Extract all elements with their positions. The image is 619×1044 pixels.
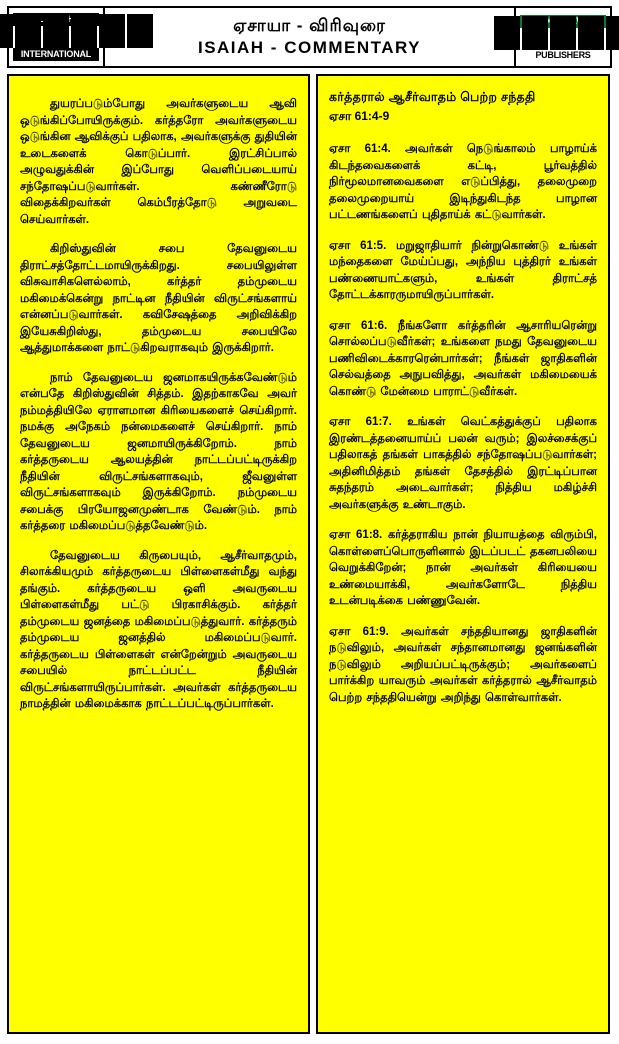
commentary-paragraph: நாம் தேவனுடைய ஜனமாகயிருக்கவேண்டும் என்பதே கிறிஸ்துவின் சித்தம். இதற்காகவே அவர் நம்மத்தியிலே ஏராளமான கிரியைகளைச் செய்கிறார். நமக்கு அநேகம் நன்மைகளைச் செய்கிறார். நாம் தேவனுடைய ஜனமாயிருக்கிறோம். நாம் கர்த்தருடைய ஆலயத்தின் நாட்டப்பட்டிருக்கிற நீதியின் விருட்சங்களாகவும், ஜீவனுள்ள விருட்சங்களாகவும் இருக்கிறோம். நம்முடைய சபைக்கு பிரயோஜனமுண்டாக வேண்டும். நாம் கர்த்தரை மகிமைப்படுத்தவேண்டும். [20, 371, 297, 532]
bellwether-logo-line2: INTERNATIONAL [13, 48, 99, 61]
title-tamil: ஏசாயா - விரிவுரை [233, 16, 386, 35]
good-news-logo-line2: PUBLISHERS [535, 49, 591, 60]
good-news-publishers-logo [514, 8, 610, 66]
commentary-paragraph: கிறிஸ்துவின் சபை தேவனுடைய திராட்சத்தோட்டமாயிருக்கிறது. சபையிலுள்ள விசுவாசிகளெல்லாம், கர்த்தர் தம்முடைய மகிமைக்கென்று நாட்டின நீதியின் விருட்சங்களாய் என்னப்படுவார்கள். கவிசேஷத்தை அறிவிக்கிற இயேசுகிறிஸ்து, தம்முடைய சபையிலே ஆத்துமாக்களை நாட்டுகிறவராகவும் இருக்கிறார். [20, 243, 297, 354]
good-news-logo-art [520, 28, 606, 50]
bellwether-logo-art [13, 26, 99, 48]
document-body [7, 74, 612, 1034]
scripture-verse: ஏசா 61:6. நீங்களோ கர்த்தரின் ஆசாரியரென்று சொல்லப்படுவீர்கள்; உங்களை நமது தேவனுடைய பணிவிடைக்காரரென்பார்கள்; நீங்கள் ஜாதிகளின் செல்வத்தை அநுபவித்து, அவர்கள் மகிமையைக் கொண்டு மேன்மை பாராட்டுவீர்கள். [329, 319, 597, 398]
scripture-verse: ஏசா 61:7. உங்கள் வெட்கத்துக்குப் பதிலாக இரண்டத்தனையாய்ப் பலன் வரும்; இலச்சைக்குப் பதிலாகத் தங்கள் பாகத்தில் சந்தோஷப்படுவார்கள்; அதினிமித்தம் தங்கள் தேசத்தில் இரட்டிப்பான சுதந்தரம் அடைவார்கள்; நித்திய மகிழ்ச்சி அவர்களுக்கு உண்டாகும். [329, 416, 597, 511]
commentary-paragraph: துயரப்படும்போது அவர்களுடைய ஆவி ஒடுங்கிப்போயிருக்கும். கர்த்தரோ அவர்களுடைய ஒடுங்கின ஆவிக்குப் பதிலாக, அவர்களுக்கு துதியின் உடைகளைக் கொடுப்பார். இரட்சிப்பால் அழுவதுக்கின் இப்போது வெளிப்படையாய் சந்தோஷப்படுவார்கள். கண்ணீரோடு விதைக்கிறவர்கள் கெம்பீரத்தோடு அறுவடை செய்வார்கள். [20, 98, 297, 226]
document-title-block [105, 8, 514, 66]
left-text-column [7, 74, 310, 1034]
right-scripture-column [316, 74, 610, 1034]
scripture-verse: ஏசா 61:8. கர்த்தராகிய நான் நியாயத்தை விரும்பி, கொள்ளைப்பொருளினால் இடப்படட் தகனபலியை வெறுக்கிறேன்; நான் அவர்கள் கிரியையை உண்மையாக்கி, அவர்களோடே நித்திய உடன்படிக்கை பண்ணுவேன். [329, 529, 597, 607]
scripture-verse: ஏசா 61:4. அவர்கள் நெடுங்காலம் பாழாய்க் கிடந்தவைகளைக் கட்டி, பூர்வத்தில் நிர்மூலமானவைகளை எடுப்பித்து, தலைமுறை தலைமுறையாய் இடிந்துகிடந்த பாழான பட்டணங்களைப் புதிதாய்க் கட்டுவார்கள். [329, 143, 597, 221]
section-heading: கர்த்தரால் ஆசீர்வாதம் பெற்ற சந்ததி [329, 90, 536, 104]
title-english: ISAIAH - COMMENTARY [197, 38, 422, 57]
bellwether-international-logo [9, 8, 105, 66]
document-header [7, 6, 612, 68]
scripture-verse: ஏசா 61:5. மறுஜாதியார் நின்றுகொண்டு உங்கள் மந்தைகளை மேய்ப்பது, அந்நிய புத்திரர் உங்கள் பண்ணையாட்களும், உங்கள் திராட்சத் தோட்டக்காரருமாயிருப்பார்கள். [329, 239, 597, 301]
commentary-paragraph: தேவனுடைய கிருபையும், ஆசீர்வாதமும், சிலாக்கியமும் கர்த்தருடைய பிள்ளைகள்மீது வந்து தங்கும். கர்த்தருடைய ஒளி அவருடைய பிள்ளைகள்மீது பட்டு பிரகாசிக்கும். கர்த்தர் தம்முடைய ஜனத்தை மகிமைப்படுத்துவார். கர்த்தரும் தம்முடைய ஜனத்தில் மகிமைப்படுவார். கர்த்தருடைய பிள்ளைகள் என்றேன்றும் அவருடைய சபையில் நாட்டப்பட்ட நீதியின் விருட்சங்களாயிருப்பார்கள். அவர்கள் கர்த்தருடைய நாமத்தின் மகிமைக்காக நாட்டப்பட்டிருப்பார்கள். [20, 549, 297, 710]
scripture-verse: ஏசா 61:9. அவர்கள் சந்ததியானது ஜாதிகளின் நடுவிலும், அவர்கள் சந்தானமானது ஜனங்களின் நடுவிலும் அறியப்பட்டிருக்கும்; அவர்களைப் பார்க்கிற யாவரும் அவர்கள் கர்த்தரால் ஆசீர்வாதம் பெற்ற சந்ததியென்று அறிந்து கொள்வார்கள். [329, 625, 597, 704]
good-news-logo-line1: GOOD [520, 15, 606, 28]
section-reference: ஏசா 61:4-9 [329, 109, 390, 123]
